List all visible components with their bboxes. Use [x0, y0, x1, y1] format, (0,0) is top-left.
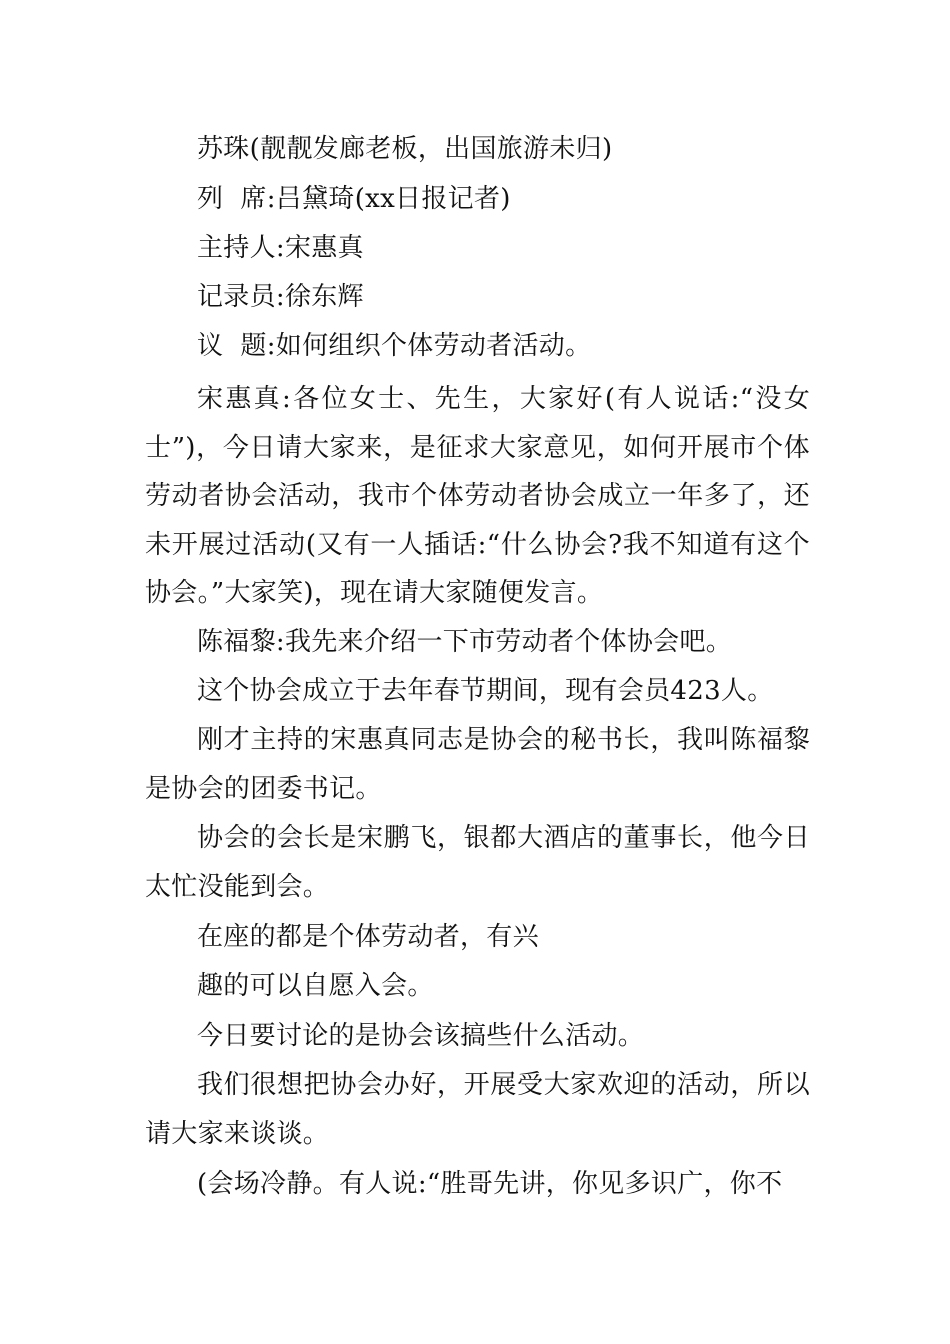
paragraph-observer: 列 席:吕黛琦(xx日报记者) [197, 184, 511, 214]
paragraph-association-founded: 这个协会成立于去年春节期间，现有会员423人。 [197, 676, 774, 706]
paragraph-chen-intro: 陈福黎:我先来介绍一下市劳动者个体协会吧。 [197, 627, 733, 657]
paragraph-recorder: 记录员:徐东辉 [197, 282, 364, 312]
paragraph-invitation: 我们很想把协会办好，开展受大家欢迎的活动，所以请大家来谈谈。 [145, 1070, 810, 1149]
paragraph-voluntary-join: 趣的可以自愿入会。 [197, 971, 434, 1001]
paragraph-discussion-topic: 今日要讨论的是协会该搞些什么活动。 [197, 1021, 645, 1051]
paragraph-president: 协会的会长是宋鹏飞，银都大酒店的董事长，他今日太忙没能到会。 [145, 823, 810, 902]
paragraph-silence: (会场冷静。有人说:“胜哥先讲，你见多识广，你不 [197, 1169, 783, 1199]
paragraph-secretary: 刚才主持的宋惠真同志是协会的秘书长，我叫陈福黎是协会的团委书记。 [145, 725, 810, 804]
paragraph-host: 主持人:宋惠真 [197, 233, 364, 263]
paragraph-song-opening: 宋惠真:各位女士、先生，大家好(有人说话:“没女士”)，今日请大家来，是征求大家意见，如何开展市个体劳动者协会活动，我市个体劳动者协会成立一年多了，还未开展过活动(又有一人插话:“什么协会?我不知道有这个协会。”大家笑)，现在请大家随便发言。 [145, 384, 810, 608]
paragraph-attendee-suzhu: 苏珠(靓靓发廊老板，出国旅游未归) [197, 134, 613, 164]
paragraph-attendees-interest: 在座的都是个体劳动者，有兴 [197, 922, 539, 952]
paragraph-topic: 议 题:如何组织个体劳动者活动。 [197, 331, 592, 361]
